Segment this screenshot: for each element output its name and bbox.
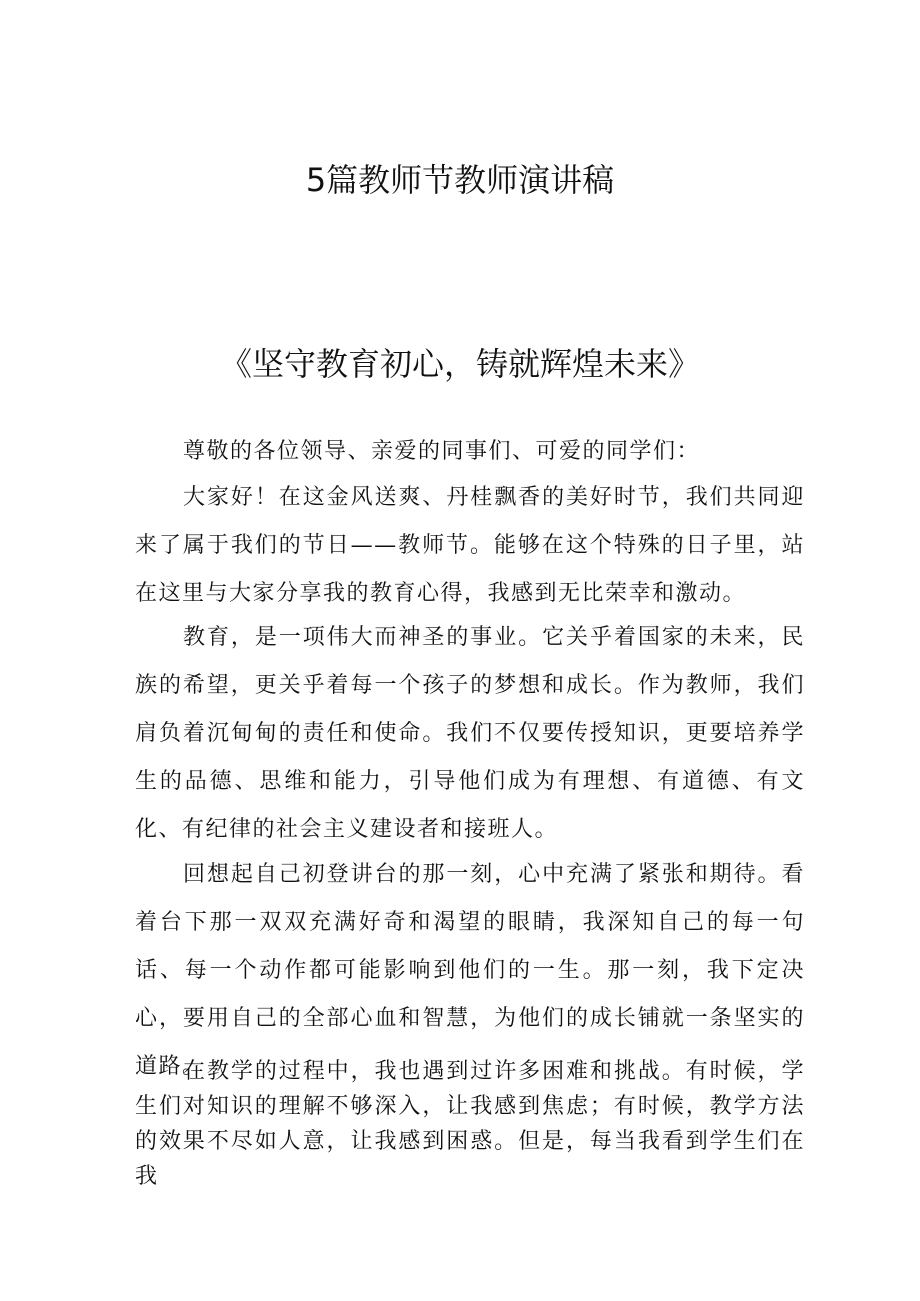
speech-title: 《坚守教育初心，铸就辉煌未来》 bbox=[219, 345, 700, 383]
paragraph-2: 教育，是一项伟大而神圣的事业。它关乎着国家的未来，民族的希望，更关乎着每一个孩子的梦想和成长。作为教师，我们肩负着沉甸甸的责任和使命。我们不仅要传授知识，更要培养学生的品德、思维和能力，引导他们成为有理想、有道德、有文化、有纪律的社会主义建设者和接班人。 bbox=[135, 625, 805, 842]
paragraph-1: 大家好！在这金风送爽、丹桂飘香的美好时节，我们共同迎来了属于我们的节日——教师节。能够在这个特殊的日子里，站在这里与大家分享我的教育心得，我感到无比荣幸和激动。 bbox=[135, 485, 805, 606]
salutation: 尊敬的各位领导、亲爱的同事们、可爱的同学们： bbox=[183, 439, 701, 464]
document-title: 5篇教师节教师演讲稿 bbox=[305, 161, 615, 199]
paragraph-4: 在教学的过程中，我也遇到过许多困难和挑战。有时候，学生们对知识的理解不够深入，让我感到焦虑；有时候，教学方法的效果不尽如人意，让我感到困惑。但是，每当我看到学生们在我 bbox=[135, 1059, 805, 1189]
paragraph-3: 回想起自己初登讲台的那一刻，心中充满了紧张和期待。看着台下那一双双充满好奇和渴望的眼睛，我深知自己的每一句话、每一个动作都可能影响到他们的一生。那一刻，我下定决心，要用自己的全部心血和智慧，为他们的成长铺就一条坚实的道路。 bbox=[135, 862, 805, 1079]
